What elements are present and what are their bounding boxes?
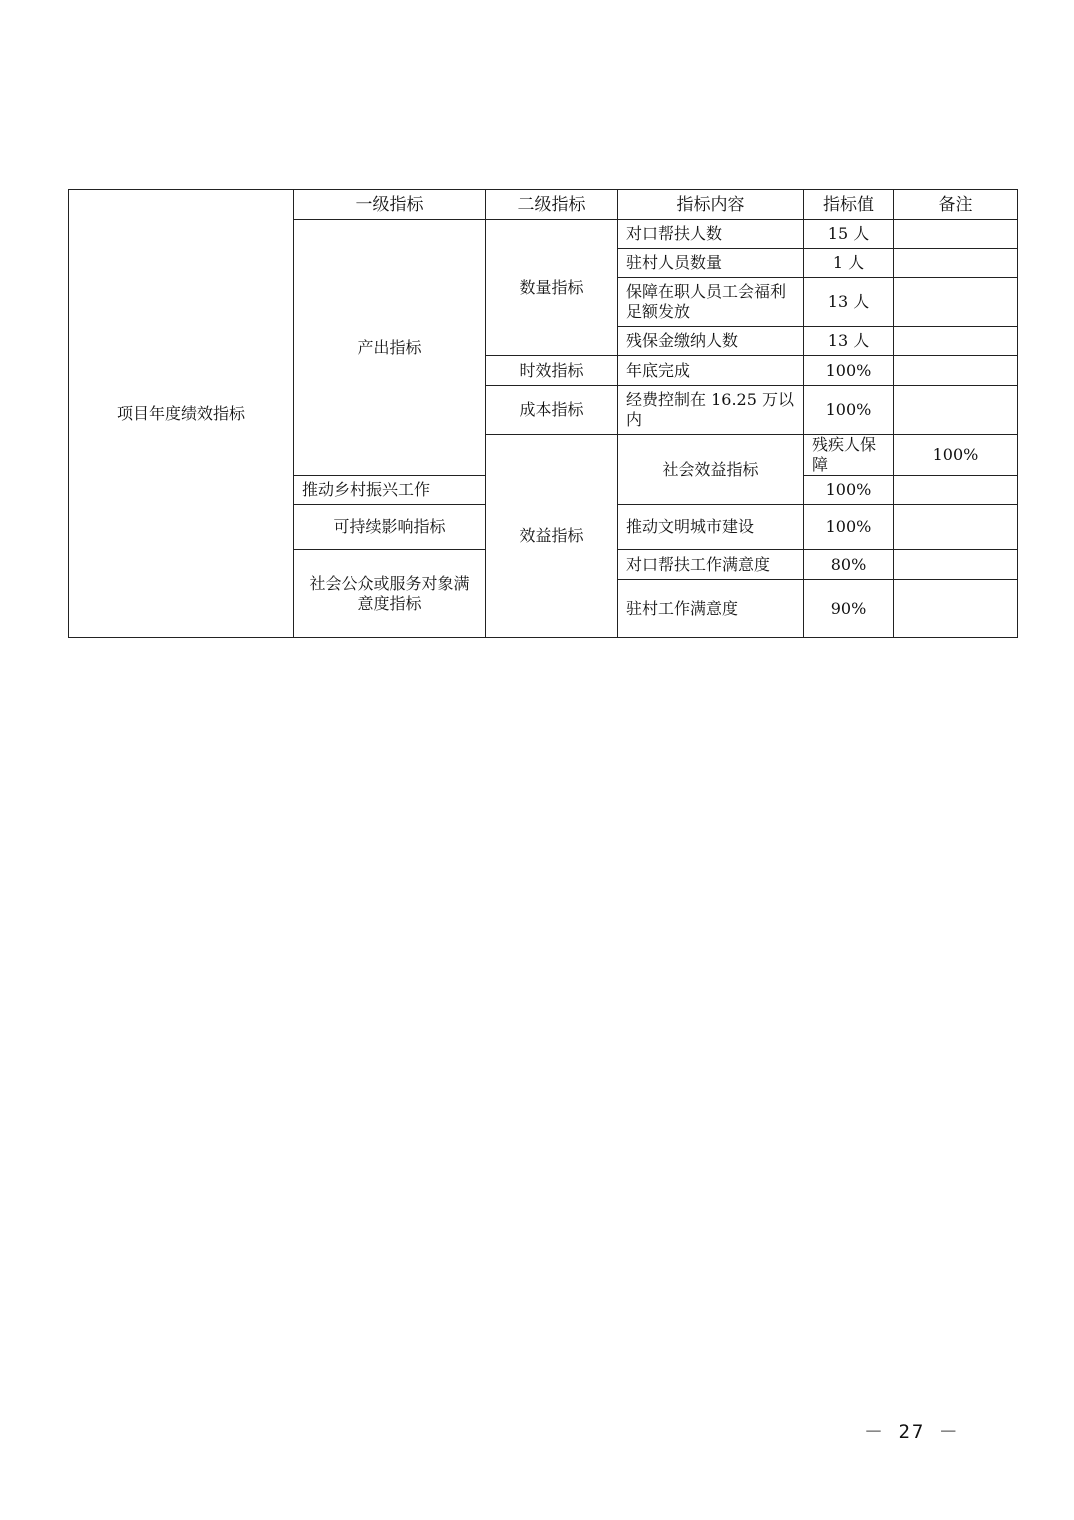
indicator-value: 80% bbox=[804, 550, 894, 580]
indicator-value: 100% bbox=[894, 435, 1018, 476]
header-level2: 二级指标 bbox=[486, 190, 618, 220]
indicator-note bbox=[894, 356, 1018, 386]
indicator-content: 驻村人员数量 bbox=[618, 249, 804, 278]
header-level1: 一级指标 bbox=[294, 190, 486, 220]
header-note: 备注 bbox=[894, 190, 1018, 220]
page-number: － 27 － bbox=[864, 1421, 960, 1443]
level2-cost: 成本指标 bbox=[486, 386, 618, 435]
level2-social: 社会效益指标 bbox=[618, 435, 804, 505]
indicator-content: 残保金缴纳人数 bbox=[618, 327, 804, 356]
indicator-note bbox=[894, 580, 1018, 638]
indicator-value: 13 人 bbox=[804, 278, 894, 327]
indicator-content: 对口帮扶工作满意度 bbox=[618, 550, 804, 580]
indicator-value: 90% bbox=[804, 580, 894, 638]
indicator-content: 驻村工作满意度 bbox=[618, 580, 804, 638]
table-header-row bbox=[69, 190, 1018, 220]
indicator-content: 推动乡村振兴工作 bbox=[294, 476, 486, 505]
level1-output: 产出指标 bbox=[294, 220, 486, 476]
indicator-note bbox=[894, 327, 1018, 356]
indicator-content: 经费控制在 16.25 万以内 bbox=[618, 386, 804, 435]
indicator-value: 100% bbox=[804, 356, 894, 386]
indicator-value: 15 人 bbox=[804, 220, 894, 249]
level2-sustainable: 可持续影响指标 bbox=[294, 505, 486, 550]
level2-timeliness: 时效指标 bbox=[486, 356, 618, 386]
indicator-value: 100% bbox=[804, 476, 894, 505]
header-value: 指标值 bbox=[804, 190, 894, 220]
indicator-value: 1 人 bbox=[804, 249, 894, 278]
indicator-value: 100% bbox=[804, 386, 894, 435]
performance-indicator-table bbox=[68, 189, 1018, 638]
project-label: 项目年度绩效指标 bbox=[69, 190, 294, 638]
indicator-note bbox=[894, 220, 1018, 249]
indicator-content: 保障在职人员工会福利足额发放 bbox=[618, 278, 804, 327]
indicator-note bbox=[894, 476, 1018, 505]
header-content: 指标内容 bbox=[618, 190, 804, 220]
indicator-value: 100% bbox=[804, 505, 894, 550]
indicator-content: 年底完成 bbox=[618, 356, 804, 386]
level2-satisfaction: 社会公众或服务对象满意度指标 bbox=[294, 550, 486, 638]
indicator-content: 推动文明城市建设 bbox=[618, 505, 804, 550]
indicator-note bbox=[894, 278, 1018, 327]
level2-quantity: 数量指标 bbox=[486, 220, 618, 356]
indicator-note bbox=[894, 550, 1018, 580]
indicator-content: 对口帮扶人数 bbox=[618, 220, 804, 249]
indicator-value: 13 人 bbox=[804, 327, 894, 356]
indicator-note bbox=[894, 386, 1018, 435]
indicator-note bbox=[894, 249, 1018, 278]
level1-benefit: 效益指标 bbox=[486, 435, 618, 638]
indicator-content: 残疾人保障 bbox=[804, 435, 894, 476]
indicator-note bbox=[894, 505, 1018, 550]
